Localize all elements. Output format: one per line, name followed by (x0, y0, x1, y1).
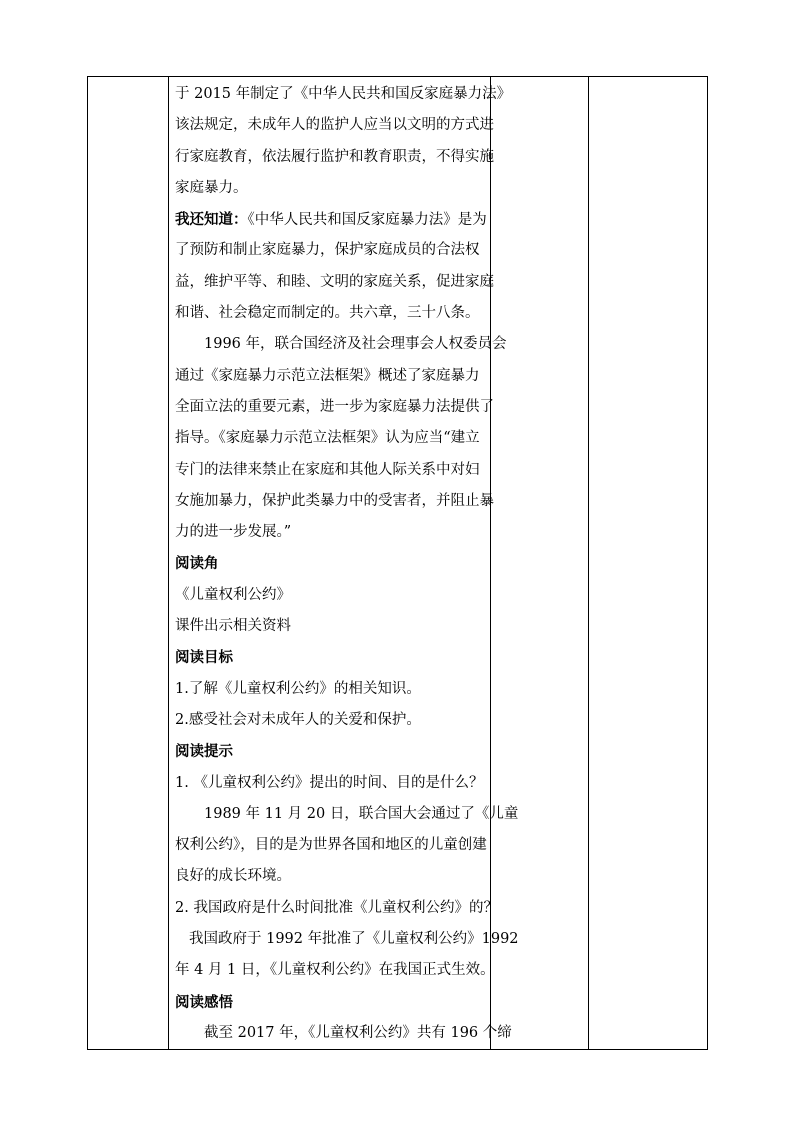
text-line: 专门的法律来禁止在家庭和其他人际关系中对妇 (175, 461, 480, 478)
text-line: 权利公约》，目的是为世界各国和地区的儿童创建 (175, 837, 487, 854)
table-cell-left (88, 77, 169, 1050)
text-line: 和谐、社会稳定而制定的。共六章，三十八条。 (175, 305, 480, 322)
table-cell-empty (589, 77, 708, 1050)
table-row (88, 77, 708, 1050)
text-line: 指导。《家庭暴力示范立法框架》认为应当“建立 (175, 430, 480, 447)
text-line: 截至 2017 年，《儿童权利公约》共有 196 个缔 (204, 1024, 512, 1041)
text-line: 年 4 月 1 日，《儿童权利公约》在我国正式生效。 (175, 962, 495, 979)
text-line: 阅读感悟 (175, 993, 233, 1011)
text-line: 力的进一步发展。” (175, 524, 292, 541)
text-line: 课件出示相关资料 (175, 618, 291, 635)
text-line: 1. 《儿童权利公约》提出的时间、目的是什么？ (175, 774, 484, 791)
text-line: 我国政府于 1992 年批准了《儿童权利公约》1992 (189, 931, 519, 948)
text-line: 阅读角 (175, 555, 219, 573)
text-line: 女施加暴力，保护此类暴力中的受害者，并阻止暴 (175, 492, 494, 509)
lesson-plan-table (87, 76, 708, 1050)
highlight-label: 我还知道： (175, 211, 248, 229)
lesson-text (169, 77, 519, 1049)
text-line: 2.感受社会对未成年人的关爱和保护。 (175, 711, 421, 728)
text-line (175, 204, 486, 235)
text-line: 行家庭教育，依法履行监护和教育职责，不得实施 (175, 148, 494, 165)
table-cell-content (169, 77, 519, 1050)
text-line: 1.了解《儿童权利公约》的相关知识。 (175, 680, 421, 697)
text-line: 2. 我国政府是什么时间批准《儿童权利公约》的？ (175, 899, 498, 916)
text-line: 了预防和制止家庭暴力，保护家庭成员的合法权 (175, 242, 480, 259)
text-line: 良好的成长环境。 (175, 868, 291, 885)
text-line: 益，维护平等、和睦、文明的家庭关系，促进家庭 (175, 273, 494, 290)
text-line: 该法规定，未成年人的监护人应当以文明的方式进 (175, 117, 494, 134)
text-line: 家庭暴力。 (175, 179, 248, 196)
line-text: 《中华人民共和国反家庭暴力法》是为 (247, 212, 487, 229)
text-line: 阅读提示 (175, 743, 233, 761)
text-line: 通过《家庭暴力示范立法框架》概述了家庭暴力 (175, 367, 480, 384)
text-line: 1989 年 11 月 20 日，联合国大会通过了《儿童 (204, 805, 519, 822)
text-line: 《儿童权利公约》 (175, 586, 291, 603)
table-cell-empty (491, 77, 589, 1050)
text-line: 全面立法的重要元素，进一步为家庭暴力法提供了 (175, 398, 494, 415)
text-line: 于 2015 年制定了《中华人民共和国反家庭暴力法》 (175, 86, 512, 102)
text-line: 阅读目标 (175, 649, 233, 667)
text-line: 1996 年，联合国经济及社会理事会人权委员会 (204, 336, 507, 353)
